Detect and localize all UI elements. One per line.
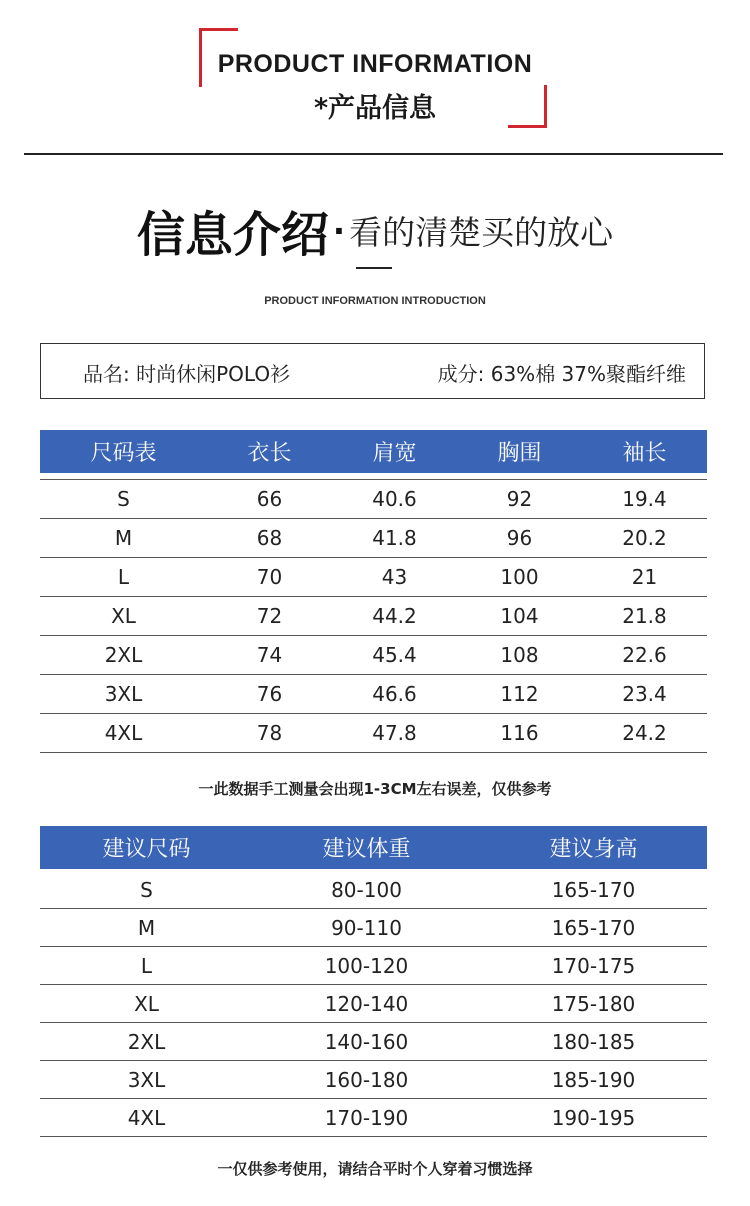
intro-subtitle: PRODUCT INFORMATION INTRODUCTION: [264, 295, 486, 307]
column-header: 尺码表: [90, 441, 157, 466]
table-row: [40, 909, 707, 947]
table-row: [40, 636, 707, 675]
table-row: [40, 558, 707, 597]
table-cell: 4XL: [127, 1105, 166, 1130]
table-cell: 180-185: [551, 1029, 636, 1054]
table-cell: 175-180: [551, 991, 636, 1016]
table-cell: 185-190: [551, 1067, 636, 1092]
table-row: [40, 1023, 707, 1061]
table-cell: 120-140: [324, 991, 409, 1016]
table-cell: XL: [134, 991, 159, 1016]
suggest-table-note: 一仅供参考使用，请结合平时个人穿着习惯选择: [217, 1160, 533, 1178]
table-cell: 41.8: [372, 526, 417, 550]
table-row: [40, 871, 707, 909]
size-table: [40, 430, 707, 753]
table-cell: 47.8: [372, 721, 417, 745]
table-cell: 4XL: [104, 721, 143, 745]
column-header: 建议体重: [322, 837, 411, 862]
suggest-table: [40, 826, 707, 1137]
column-header: 建议身高: [549, 837, 638, 862]
table-cell: 96: [506, 526, 533, 550]
table-row: [40, 985, 707, 1023]
table-cell: 190-195: [551, 1105, 636, 1130]
table-cell: XL: [111, 604, 136, 628]
table-cell: 92: [506, 487, 533, 511]
table-row: [40, 1099, 707, 1137]
table-row: [40, 480, 707, 519]
product-info-box: [40, 343, 705, 399]
table-cell: 100: [500, 565, 539, 589]
page-header: [0, 0, 750, 160]
column-header: 袖长: [622, 441, 667, 466]
intro-title-sub: 看的清楚买的放心: [349, 213, 614, 252]
table-cell: 70: [256, 565, 283, 589]
table-cell: 68: [256, 526, 283, 550]
size-table-note: 一此数据手工测量会出现1-3CM左右误差，仅供参考: [198, 780, 552, 798]
column-header: 建议尺码: [102, 837, 191, 862]
header-title-cn: *产品信息: [313, 93, 437, 124]
table-cell: 2XL: [104, 643, 143, 667]
table-cell: S: [117, 487, 130, 511]
table-row: [40, 597, 707, 636]
table-cell: 100-120: [324, 953, 409, 978]
bracket-bottom-right-decoration: [508, 85, 547, 128]
table-row: [40, 947, 707, 985]
column-header: 胸围: [497, 441, 542, 466]
size-table-header: [40, 430, 707, 473]
product-material: 成分: 63%棉 37%聚酯纤维: [437, 362, 686, 386]
table-cell: 3XL: [127, 1067, 166, 1092]
table-cell: 165-170: [551, 915, 636, 940]
table-cell: 80-100: [331, 877, 402, 902]
table-row: [40, 519, 707, 558]
table-cell: 21.8: [622, 604, 667, 628]
table-cell: 19.4: [622, 487, 667, 511]
product-name: 品名: 时尚休闲POLO衫: [83, 362, 291, 386]
table-cell: 46.6: [372, 682, 417, 706]
table-cell: 44.2: [372, 604, 417, 628]
table-cell: 3XL: [104, 682, 143, 706]
column-header: 衣长: [247, 441, 292, 466]
intro-divider: [356, 267, 392, 269]
column-header: 肩宽: [372, 441, 417, 466]
table-row: [40, 1061, 707, 1099]
table-cell: 78: [256, 721, 283, 745]
table-cell: 21: [631, 565, 658, 589]
table-cell: 108: [500, 643, 539, 667]
header-divider: [24, 153, 723, 155]
table-cell: 43: [381, 565, 408, 589]
table-cell: 90-110: [331, 915, 402, 940]
table-cell: 40.6: [372, 487, 417, 511]
table-cell: 2XL: [127, 1029, 166, 1054]
table-cell: 104: [500, 604, 539, 628]
table-row: [40, 675, 707, 714]
suggest-table-header: [40, 826, 707, 869]
table-cell: 112: [500, 682, 539, 706]
table-cell: 165-170: [551, 877, 636, 902]
table-cell: 72: [256, 604, 283, 628]
table-cell: 116: [500, 721, 539, 745]
table-cell: L: [140, 953, 153, 978]
header-title-en: PRODUCT INFORMATION: [217, 50, 533, 78]
table-cell: L: [117, 565, 130, 589]
intro-title-main: 信息介绍: [136, 207, 329, 263]
table-cell: 45.4: [372, 643, 417, 667]
table-cell: 140-160: [324, 1029, 409, 1054]
intro-title-dot: ·: [332, 211, 346, 250]
table-cell: 20.2: [622, 526, 667, 550]
table-cell: 170-190: [324, 1105, 409, 1130]
table-cell: 23.4: [622, 682, 667, 706]
table-cell: 74: [256, 643, 283, 667]
table-cell: 22.6: [622, 643, 667, 667]
table-cell: S: [140, 877, 153, 902]
table-cell: M: [114, 526, 133, 550]
table-cell: 160-180: [324, 1067, 409, 1092]
table-cell: 66: [256, 487, 283, 511]
table-cell: M: [137, 915, 156, 940]
suggest-table-body: [40, 871, 707, 1137]
intro-title: [0, 196, 750, 265]
table-cell: 76: [256, 682, 283, 706]
table-cell: 24.2: [622, 721, 667, 745]
size-table-body: [40, 479, 707, 753]
table-cell: 170-175: [551, 953, 636, 978]
table-row: [40, 714, 707, 753]
